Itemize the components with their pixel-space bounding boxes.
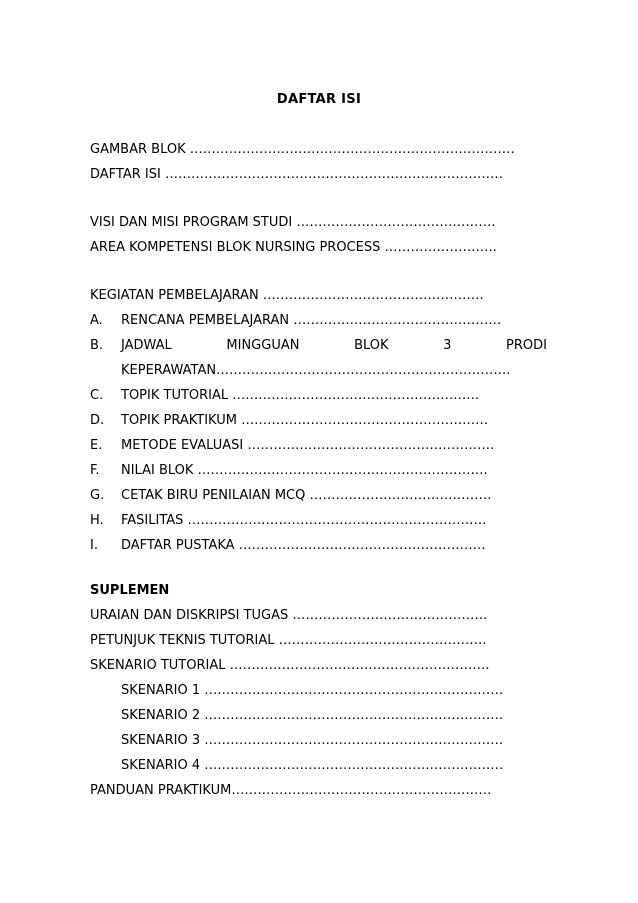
toc-entry-uraian: URAIAN DAN DISKRIPSI TUGAS ……………………………………… (90, 608, 488, 623)
toc-entry-metode-evaluasi: METODE EVALUASI ………………………………………………… (121, 438, 495, 453)
jadwal-word: 3 (443, 338, 452, 353)
list-marker-b: B. (90, 338, 104, 353)
list-marker-a: A. (90, 313, 103, 328)
toc-entry-daftar-isi: DAFTAR ISI …………………………………………………………………… (90, 167, 503, 182)
toc-entry-jadwal-cont: KEPERAWATAN………………………………………………………….. (121, 363, 511, 378)
list-marker-c: C. (90, 388, 104, 403)
toc-entry-gambar-blok: GAMBAR BLOK ………………………………………………………………… (90, 142, 515, 157)
toc-entry-daftar-pustaka: DAFTAR PUSTAKA ………………………………………………… (121, 538, 486, 553)
toc-entry-area-kompetensi: AREA KOMPETENSI BLOK NURSING PROCESS …………………….. (90, 240, 497, 255)
toc-entry-fasilitas: FASILITAS …………………………………………………………… (121, 513, 487, 528)
toc-entry-topik-tutorial: TOPIK TUTORIAL ………………………………………………… (121, 388, 480, 403)
toc-entry-nilai-blok: NILAI BLOK …………………………………………………………. (121, 463, 488, 478)
toc-entry-panduan-praktikum: PANDUAN PRAKTIKUM…………………………………………………… (90, 783, 492, 798)
list-marker-h: H. (90, 513, 104, 528)
toc-entry-petunjuk: PETUNJUK TEKNIS TUTORIAL ………………………………………… (90, 633, 487, 648)
list-marker-i: I. (90, 538, 98, 553)
list-marker-e: E. (90, 438, 103, 453)
jadwal-word: PRODI (506, 338, 547, 353)
list-marker-d: D. (90, 413, 105, 428)
toc-entry-skenario-tutorial: SKENARIO TUTORIAL …………………………………………………… (90, 658, 490, 673)
jadwal-word: JADWAL (121, 338, 172, 353)
toc-entry-topik-praktikum: TOPIK PRAKTIKUM ………………………………………………… (121, 413, 489, 428)
list-marker-g: G. (90, 488, 105, 503)
page-title: DAFTAR ISI (276, 92, 362, 107)
toc-entry-skenario-2: SKENARIO 2 …………………………………………………………… (121, 708, 504, 723)
section-heading-suplemen: SUPLEMEN (90, 583, 170, 598)
list-marker-f: F. (90, 463, 100, 478)
toc-entry-jadwal (121, 338, 547, 354)
toc-entry-skenario-3: SKENARIO 3 …………………………………………………………… (121, 733, 504, 748)
jadwal-word: BLOK (354, 338, 389, 353)
toc-entry-skenario-1: SKENARIO 1 …………………………………………………………… (121, 683, 504, 698)
toc-entry-cetak-biru: CETAK BIRU PENILAIAN MCQ …………………………………… (121, 488, 492, 503)
toc-entry-skenario-4: SKENARIO 4 …………………………………………………………… (121, 758, 504, 773)
toc-entry-kegiatan: KEGIATAN PEMBELAJARAN …………………………………………… (90, 288, 484, 303)
toc-entry-visi-misi: VISI DAN MISI PROGRAM STUDI ………………………………………. (90, 215, 496, 230)
jadwal-word: MINGGUAN (226, 338, 300, 353)
toc-entry-rencana: RENCANA PEMBELAJARAN ………………………………………… (121, 313, 502, 328)
